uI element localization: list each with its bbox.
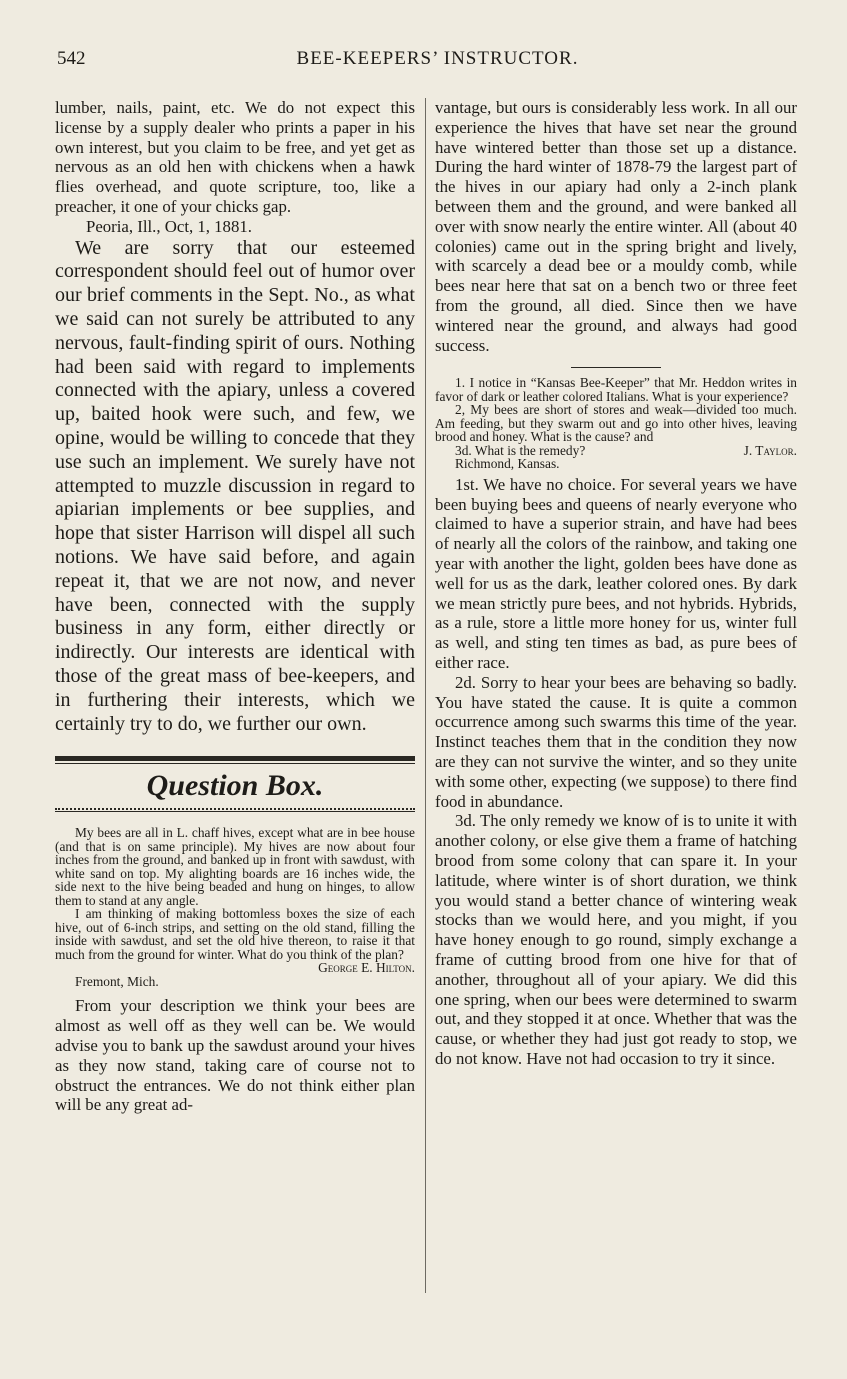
page-number: 542 — [57, 48, 86, 69]
section-rule-bottom — [55, 811, 415, 812]
answer-text: From your description we think your bees are almost as well off as they well can be. We would advise you to bank up the sawdust around your hives as they now stand, taking care of course not to obstruct the entrances. We do not think either plan will be any great ad- — [55, 996, 415, 1115]
question-signature: George E. Hilton. — [318, 960, 415, 976]
section-rule-thin — [55, 763, 415, 764]
running-title: BEE-KEEPERS’ INSTRUCTOR. — [296, 48, 579, 69]
question-3 — [435, 444, 797, 458]
question-3-text: 3d. What is the remedy? — [455, 442, 586, 458]
answer-2: 2d. Sorry to hear your bees are behaving so badly. You have stated the cause. It is quite a common occurrence among such swarms this time of the year. Instinct teaches them that in the condition they now are they can not survive the winter, and so they unite with some other, expecting (we suppose) to there find food in abundance. — [435, 672, 797, 811]
question-place: Fremont, Mich. — [75, 973, 159, 989]
question-letter-para-1: My bees are all in L. chaff hives, except what are in bee house (and that is on same principle). My hives are now about four inches from the ground, and banked up in front with sawdust, with white sand on top. My alighting boards are 16 inches wide, the side next to the hive being beaded and hung on hinges, to allow them to stand at any angle. — [55, 825, 415, 908]
question-place-right: Richmond, Kansas. — [455, 456, 560, 472]
question-1: 1. I notice in “Kansas Bee-Keeper” that Mr. Heddon writes in favor of dark or leather colored Italians. What is your experience? — [435, 375, 797, 404]
question-letter-text: I am thinking of making bottomless boxes the size of each hive, out of 6-inch strips, and setting on the old stand, filling the inside with sawdust, and set the old hive thereon, to raise it that much from the ground for winter. What do you think of the plan? — [55, 906, 415, 962]
page-header — [55, 48, 780, 74]
answer-3: 3d. The only remedy we know of is to unite it with another colony, or else give them a frame of hatching brood from some colony that can spare it. In your latitude, where winter is of short duration, we think you would stand a better chance of wintering weak stocks than we would here, and you might, if you have honey enough to go round, simply exchange a frame of cutting brood from one hive for that of another, throughout all of your apiary. We did this one spring, when our bees were determined to swarm out, and they stopped it at once. Whether that was the cause, or whether they had just got ready to stop, we do not know. Have not had occasion to try it since. — [435, 811, 797, 1068]
question-2: 2, My bees are short of stores and weak—divided too much. Am feeding, but they swarm out and go into other hives, leaving brood and honey. What is the cause? and — [435, 402, 797, 445]
right-column — [435, 98, 797, 1069]
column-divider — [425, 98, 426, 1293]
section-rule-thick — [55, 756, 415, 761]
left-column — [55, 98, 415, 1115]
editorial-reply: We are sorry that our esteemed correspondent should feel out of humor over our brief comments in the Sept. No., as what we said can not surely be attributed to any nervous, fault-finding spirit of ours. Nothing had been said with regard to implements connected with the apiary, unless a covered up, baited hook were such, and few, we opine, would be willing to concede that they use such an implement. We surely have not attempted to muzzle discussion in regard to apiarian implements or bee supplies, and hope that sister Harrison will dispel all such notions. We have said before, and again repeat it, that we are not now, and never have been, connected with the supply business in any form, either directly or indirectly. Our interests are identical with those of the great mass of bee-keepers, and in furthering their interests, which we certainly try to do, we further our own. — [55, 236, 415, 735]
section-rule-dotted — [55, 808, 415, 810]
answer-1: 1st. We have no choice. For several years we have been buying bees and queens of nearly everyone who claimed to have a superior strain, and have had bees of nearly all the colors of the rainbow, and taking one year with another the light, golden bees have done as well for us as the dark, leather colored ones. By dark we mean strictly pure bees, and not hybrids. Hybrids, as a rule, store a little more honey for us, winter full as well, and sting ten times as bad, as pure bees of either race. — [435, 474, 797, 673]
question-signature-right: J. Taylor. — [743, 442, 797, 458]
separator-rule — [571, 367, 661, 368]
answer-continuation: vantage, but ours is considerably less work. In all our experience the hives that have set near the ground have wintered better than those set up a distance. During the hard winter of 1878-79 the largest part of the hives in our apiary had only a 2-inch plank between them and the ground, and were banked all over with snow nearly the entire winter. All (about 40 colonies) came out in the spring bright and lively, with scarcely a dead bee or a mouldy comb, while bees near here that sat on a bench two or three feet from the ground, all died. Since then we have wintered near the ground, and always had good success. — [435, 98, 797, 355]
dateline: Peoria, Ill., Oct, 1, 1881. — [86, 216, 252, 236]
section-title: Question Box. — [146, 769, 324, 803]
letter-continuation: lumber, nails, paint, etc. We do not expect this license by a supply dealer who prints a paper in his own interest, but you claim to be free, and yet get as nervous as an old hen with chickens when a hawk flies overhead, and quote scripture, too, like a preacher, it one of your chicks gap. — [55, 98, 415, 216]
question-letter-para-2 — [55, 906, 415, 976]
